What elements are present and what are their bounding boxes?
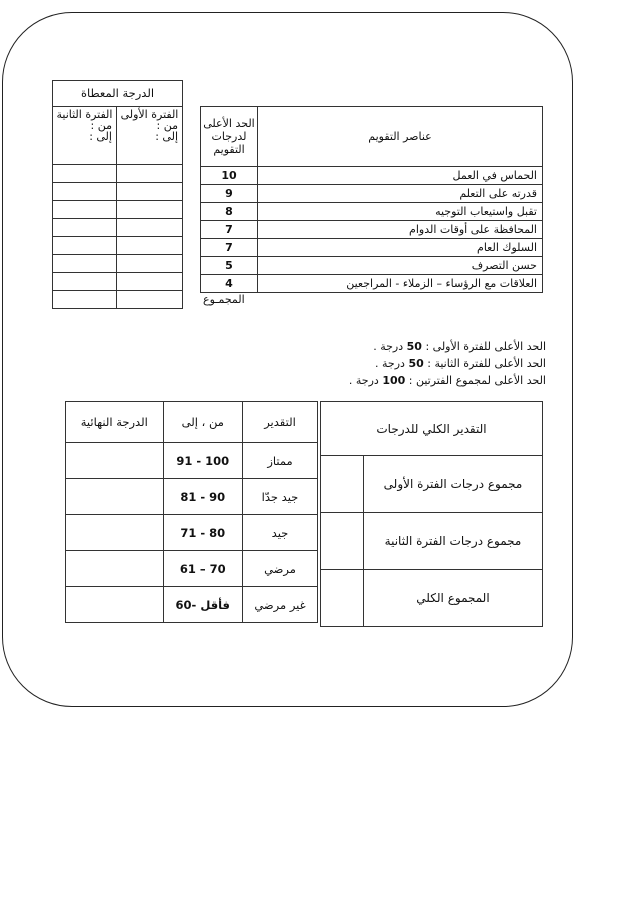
criteria-row — [201, 257, 543, 275]
period1-cell-6[interactable] — [116, 255, 182, 273]
criteria-max: 7 — [201, 221, 258, 239]
grade-range: 71 - 80 — [163, 515, 242, 551]
criteria-row — [201, 167, 543, 185]
criteria-max: 8 — [201, 203, 258, 221]
final-grade-cell[interactable] — [66, 479, 164, 515]
final-grade-cell[interactable] — [66, 443, 164, 479]
grade-range: 60- فأقل — [163, 587, 242, 623]
criteria-name: تقبل واستيعاب التوجيه — [258, 203, 543, 221]
grade-row — [66, 515, 318, 551]
overall-value-cell[interactable] — [321, 513, 364, 570]
criteria-row — [201, 239, 543, 257]
period1-cell-4[interactable] — [116, 219, 182, 237]
criteria-name: العلاقات مع الرؤساء – الزملاء - المراجعين — [258, 275, 543, 293]
period2-cell-5[interactable] — [53, 237, 117, 255]
criteria-name: قدرته على التعلم — [258, 185, 543, 203]
criteria-table — [200, 106, 543, 293]
grade-row — [66, 587, 318, 623]
period2-cell-4[interactable] — [53, 219, 117, 237]
criteria-max: 7 — [201, 239, 258, 257]
overall-row-label: مجموع درجات الفترة الثانية — [364, 513, 543, 570]
grade-row — [66, 443, 318, 479]
criteria-row — [201, 185, 543, 203]
grade-scale-table — [65, 401, 318, 623]
period2-cell-6[interactable] — [53, 255, 117, 273]
grade-rating: ممتاز — [242, 443, 317, 479]
overall-grade-table — [320, 401, 543, 627]
period2-label: الفترة الثانية — [56, 108, 113, 121]
final-grade-header: الدرجة النهائية — [66, 402, 164, 443]
period2-cell-1[interactable] — [53, 165, 117, 183]
criteria-name: حسن التصرف — [258, 257, 543, 275]
criteria-row — [201, 275, 543, 293]
period2-cell-7[interactable] — [53, 273, 117, 291]
period2-cell-3[interactable] — [53, 201, 117, 219]
overall-row-label: المجموع الكلي — [364, 570, 543, 627]
grade-row — [66, 479, 318, 515]
overall-row — [321, 456, 543, 513]
criteria-name: المحافظة على أوقات الدوام — [258, 221, 543, 239]
grade-rating: جيد — [242, 515, 317, 551]
criteria-row — [201, 221, 543, 239]
grade-row — [66, 551, 318, 587]
overall-value-cell[interactable] — [321, 456, 364, 513]
grade-range: 81 - 90 — [163, 479, 242, 515]
overall-row-label: مجموع درجات الفترة الأولى — [364, 456, 543, 513]
period2-header — [53, 107, 117, 165]
given-grade-table — [52, 80, 183, 309]
criteria-max: 9 — [201, 185, 258, 203]
period1-cell-5[interactable] — [116, 237, 182, 255]
overall-row — [321, 513, 543, 570]
period1-label: الفترة الأولى — [120, 108, 179, 121]
given-grade-title: الدرجة المعطاة — [53, 81, 183, 107]
overall-header: التقدير الكلي للدرجات — [321, 402, 543, 456]
period2-cell-total[interactable] — [53, 291, 117, 309]
final-grade-cell[interactable] — [66, 515, 164, 551]
overall-row — [321, 570, 543, 627]
rating-header: التقدير — [242, 402, 317, 443]
period1-cell-1[interactable] — [116, 165, 182, 183]
criteria-max-header: الحد الأعلى لدرجات التقويم — [201, 107, 258, 167]
criteria-row — [201, 203, 543, 221]
period2-to: إلى : — [89, 130, 112, 143]
range-header: من ، إلى — [163, 402, 242, 443]
period1-cell-3[interactable] — [116, 201, 182, 219]
note-line: الحد الأعلى للفترة الأولى : 50 درجة . — [373, 340, 546, 353]
grade-rating: جيد جدّا — [242, 479, 317, 515]
period2-cell-2[interactable] — [53, 183, 117, 201]
max-notes — [349, 338, 546, 389]
period1-cell-total[interactable] — [116, 291, 182, 309]
final-grade-cell[interactable] — [66, 587, 164, 623]
criteria-name: الحماس في العمل — [258, 167, 543, 185]
grade-rating: غير مرضي — [242, 587, 317, 623]
period1-cell-2[interactable] — [116, 183, 182, 201]
period1-from: من : — [156, 119, 178, 132]
criteria-name: السلوك العام — [258, 239, 543, 257]
grade-range: 61 – 70 — [163, 551, 242, 587]
period2-from: من : — [90, 119, 112, 132]
criteria-name-header: عناصر التقويم — [258, 107, 543, 167]
note-line: الحد الأعلى للفترة الثانية : 50 درجة . — [375, 357, 546, 370]
criteria-max: 4 — [201, 275, 258, 293]
final-grade-cell[interactable] — [66, 551, 164, 587]
criteria-max: 10 — [201, 167, 258, 185]
grade-range: 91 - 100 — [163, 443, 242, 479]
criteria-total-label: المجمـوع — [203, 293, 245, 306]
overall-value-cell[interactable] — [321, 570, 364, 627]
grade-rating: مرضي — [242, 551, 317, 587]
period1-cell-7[interactable] — [116, 273, 182, 291]
period1-to: إلى : — [155, 130, 178, 143]
period1-header — [116, 107, 182, 165]
note-line: الحد الأعلى لمجموع الفترتين : 100 درجة . — [348, 374, 546, 387]
criteria-max: 5 — [201, 257, 258, 275]
